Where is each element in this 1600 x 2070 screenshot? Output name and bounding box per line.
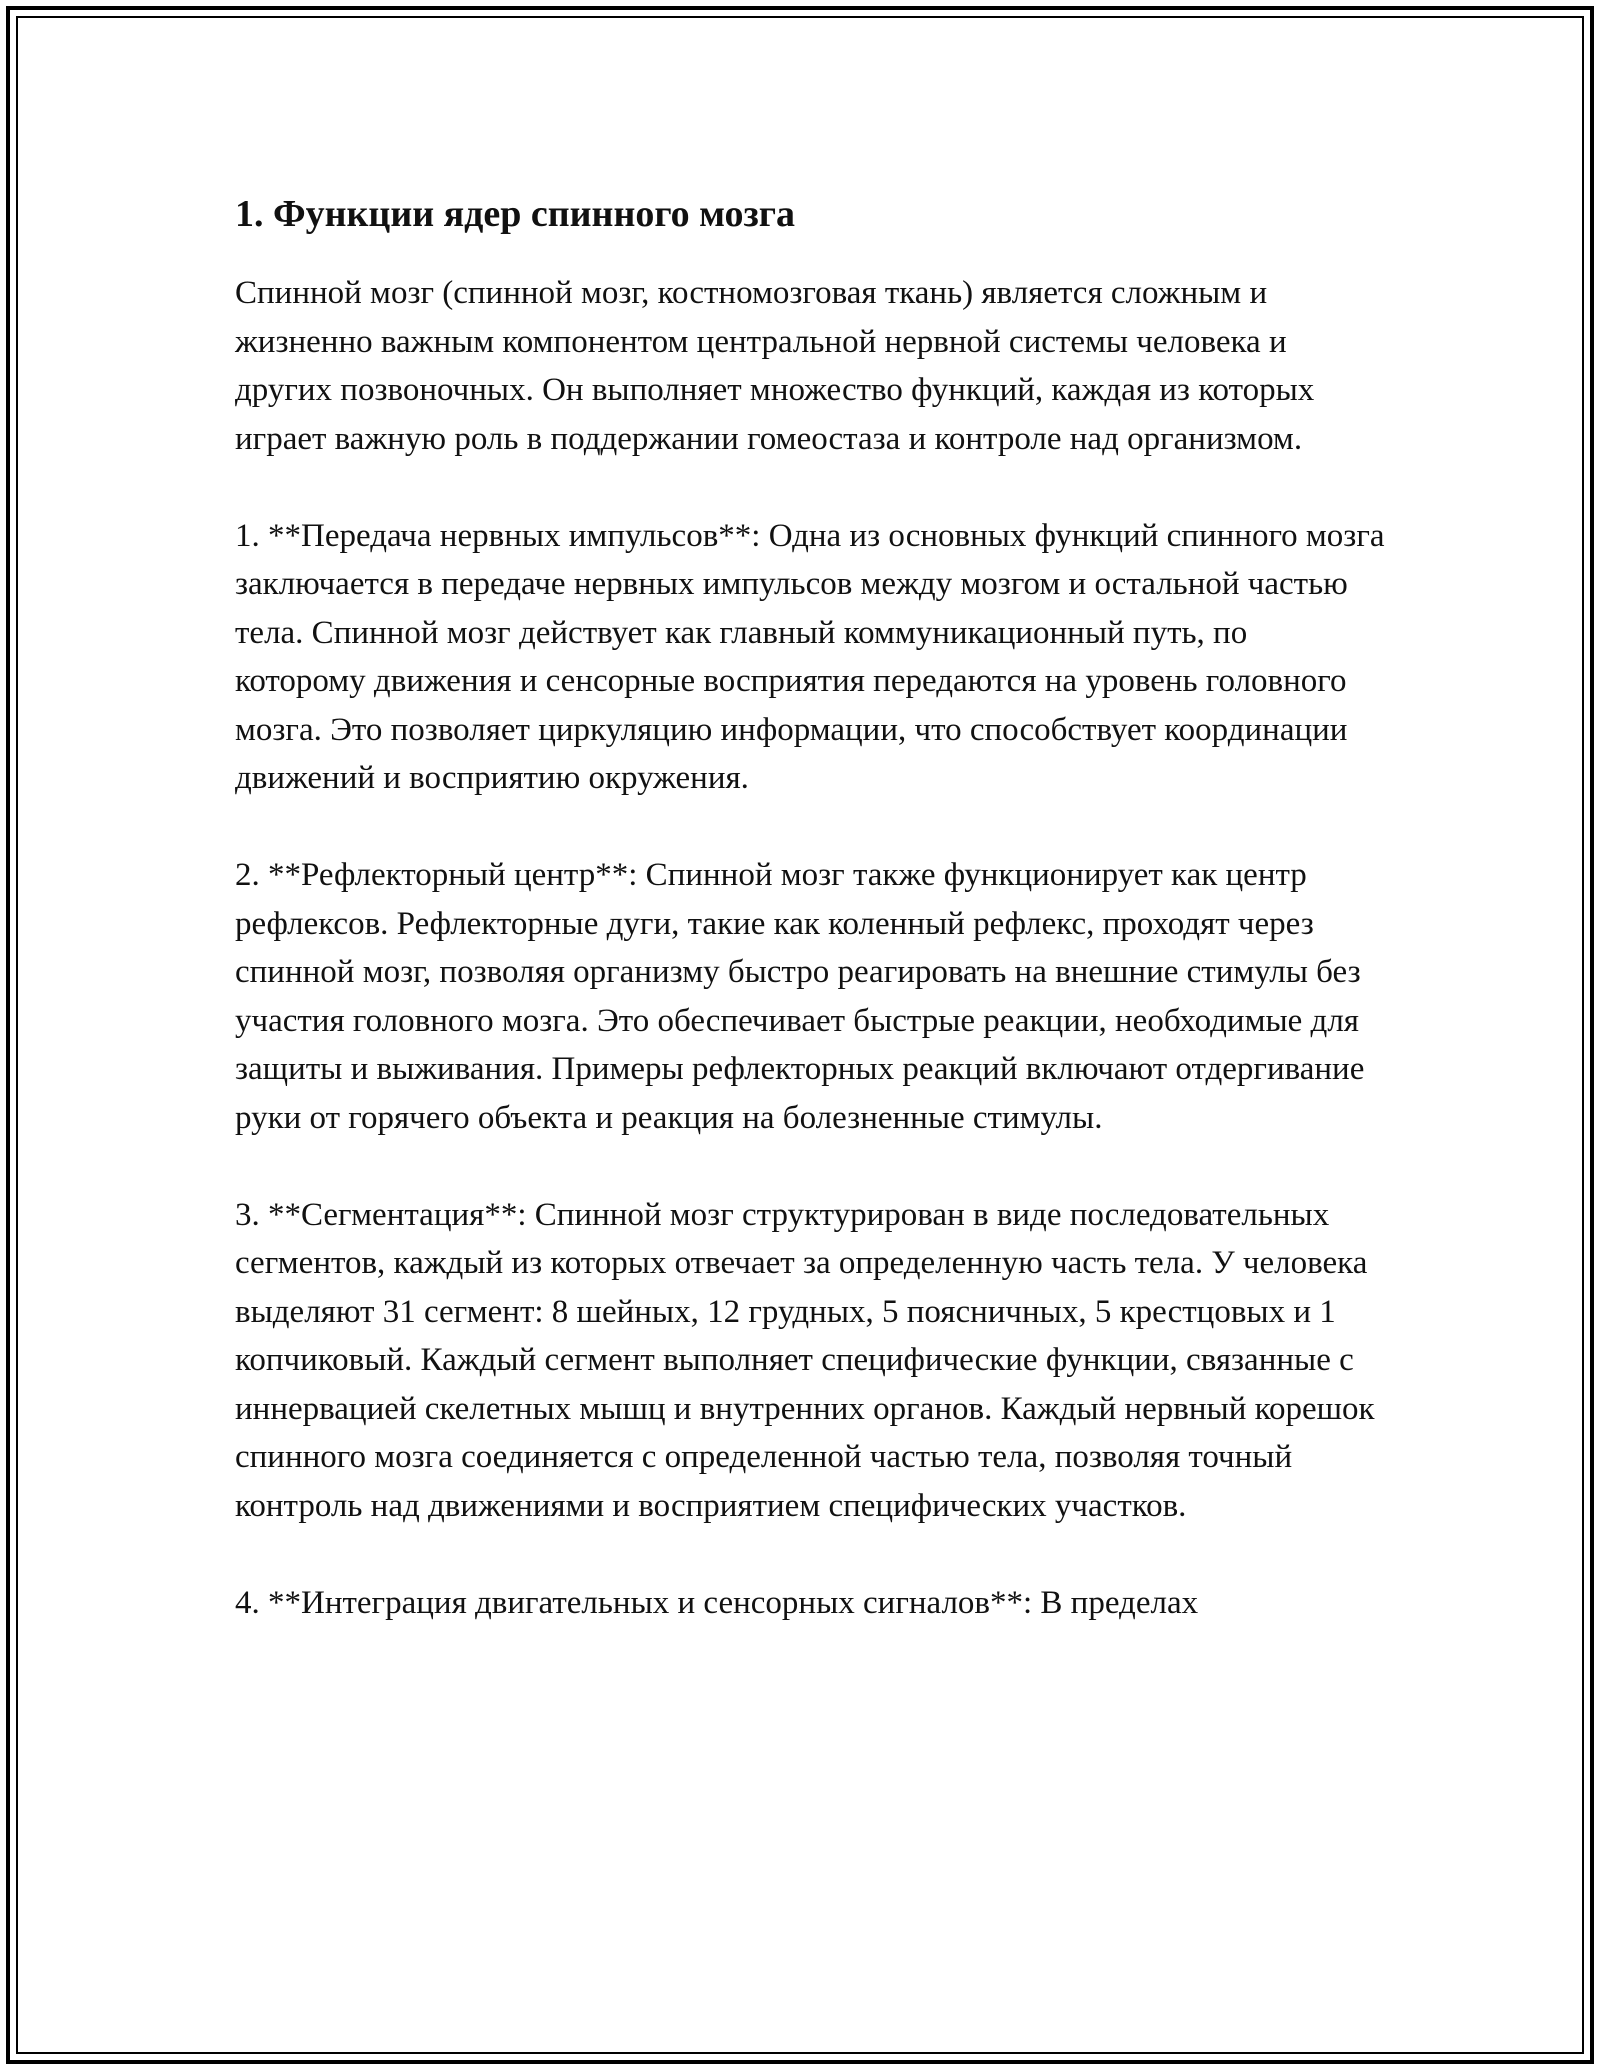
list-item-reflex-center: 2. **Рефлекторный центр**: Спинной мозг также функционирует как центр рефлексов. Рефлекторные дуги, такие как коленный рефлекс, проходят через спинной мозг, позволяя организму быстро реагировать на внешние стимулы без участия головного мозга. Это обеспечивает быстрые реакции, необходимые для защиты и выживания. Примеры рефлекторных реакций включают отдергивание руки от горячего объекта и реакция на болезненные стимулы. (235, 857, 1365, 1136)
list-item-transmission: 1. **Передача нервных импульсов**: Одна из основных функций спинного мозга заключается в передаче нервных импульсов между мозгом и остальной частью тела. Спинной мозг действует как главный коммуникационный путь, по которому движения и сенсорные восприятия передаются на уровень головного мозга. Это позволяет циркуляцию информации, что способствует координации движений и восприятию окружения. (235, 517, 1385, 796)
intro-paragraph: Спинной мозг (спинной мозг, костномозговая ткань) является сложным и жизненно важным компонентом центральной нервной системы человека и других позвоночных. Он выполняет множество функций, каждая из которых играет важную роль в поддержании гомеостаза и контроле над организмом. (235, 275, 1315, 457)
document-title: 1. Функции ядер спинного мозга (235, 193, 796, 235)
list-item-segmentation: 3. **Сегментация**: Спинной мозг структурирован в виде последовательных сегментов, каждый из которых отвечает за определенную часть тела. У человека выделяют 31 сегмент: 8 шейных, 12 грудных, 5 поясничных, 5 крестцовых и 1 копчиковый. Каждый сегмент выполняет специфические функции, связанные с иннервацией скелетных мышц и внутренних органов. Каждый нервный корешок спинного мозга соединяется с определенной частью тела, позволяя точный контроль над движениями и восприятием специфических участков. (235, 1196, 1375, 1524)
list-item-integration: 4. **Интеграция двигательных и сенсорных сигналов**: В пределах (235, 1584, 1199, 1621)
document-page (235, 185, 1385, 1676)
